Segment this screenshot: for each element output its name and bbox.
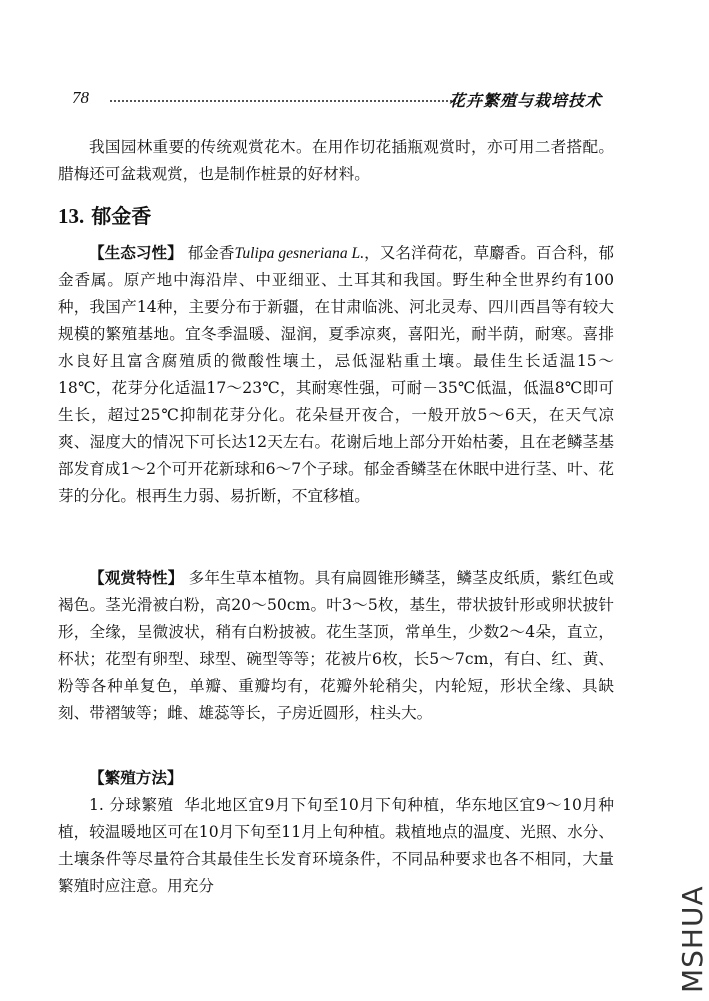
propagation-paragraph xyxy=(58,792,614,900)
propagation-label: 【繁殖方法】 xyxy=(89,769,183,787)
ecology-text: ，又名洋荷花，草麝香。百合科，郁金香属。原产地中海沿岸、中亚细亚、土耳其和我国。野生种全世界约有100种，我国产14种，主要分布于新疆，在甘肃临洮、河北灵寿、四川西昌等有较大规模的繁殖基地。宜冬季温暖、湿润，夏季凉爽，喜阳光，耐半荫，耐寒。喜排水良好且富含腐殖质的微酸性壤土，忌低湿粘重土壤。最佳生长适温15～18℃，花芽分化适温17～23℃，其耐寒性强，可耐－35℃低温，低温8℃即可生长，超过25℃抑制花芽分化。花朵昼开夜合，一般开放5～6天，在天气凉爽、湿度大的情况下可长达12天左右。花谢后地上部分开始枯萎，且在老鳞茎基部发育成1～2个可开花新球和6～7个子球。郁金香鳞茎在休眠中进行茎、叶、花芽的分化。根再生力弱、易折断，不宜移植。 xyxy=(58,244,614,505)
propagation-label-line xyxy=(58,765,614,792)
propagation-block xyxy=(58,765,614,900)
latin-name: Tulipa gesneriana L. xyxy=(234,245,365,262)
ecology-label: 【生态习性】 xyxy=(89,244,183,262)
ornamental-text: 多年生草本植物。具有扁圆锥形鳞茎，鳞茎皮纸质，紫红色或褐色。茎光滑被白粉，高20～50cm。叶3～5枚，基生，带状披针形或卵状披针形，全缘，呈微波状，稍有白粉披被。花生茎顶，常单生，少数2～4朵，直立，杯状；花型有卵型、球型、碗型等等；花被片6枚，长5～7cm，有白、红、黄、粉等各种单复色，单瓣、重瓣均有，花瓣外轮稍尖，内轮短，形状全缘、具缺刻、带褶皱等；雌、雄蕊等长，子房近圆形，柱头大。 xyxy=(58,569,614,722)
header-leader-dots xyxy=(110,100,460,102)
propagation-text: 华北地区宜9月下旬至10月下旬种植，华东地区宜9～10月种植，较温暖地区可在10月下旬至11月上旬种植。栽植地点的温度、光照、水分、土壤条件等尽量符合其最佳生长发育环境条件，不同品种要求也各不相同，大量繁殖时应注意。用充分 xyxy=(58,796,614,895)
intro-paragraph: 我国园林重要的传统观赏花木。在用作切花插瓶观赏时，亦可用二者搭配。腊梅还可盆栽观赏，也是制作桩景的好材料。 xyxy=(58,138,614,183)
ornamental-label: 【观赏特性】 xyxy=(89,569,184,587)
intro-block xyxy=(58,134,614,188)
propagation-subhead: 1. 分球繁殖 xyxy=(89,796,174,814)
ecology-text-start: 郁金香 xyxy=(187,244,235,262)
page-header xyxy=(62,88,602,112)
ecology-block xyxy=(58,240,614,510)
section-title: 郁金香 xyxy=(91,204,152,228)
ornamental-block xyxy=(58,565,614,727)
section-heading xyxy=(58,200,151,229)
watermark-text: MSHUA xyxy=(676,885,709,993)
ecology-paragraph xyxy=(58,240,614,510)
watermark xyxy=(668,875,708,995)
section-number: 13. xyxy=(58,204,85,228)
page-number: 78 xyxy=(72,88,89,107)
ornamental-paragraph xyxy=(58,565,614,727)
running-title: 花卉繁殖与栽培技术 xyxy=(448,91,602,110)
